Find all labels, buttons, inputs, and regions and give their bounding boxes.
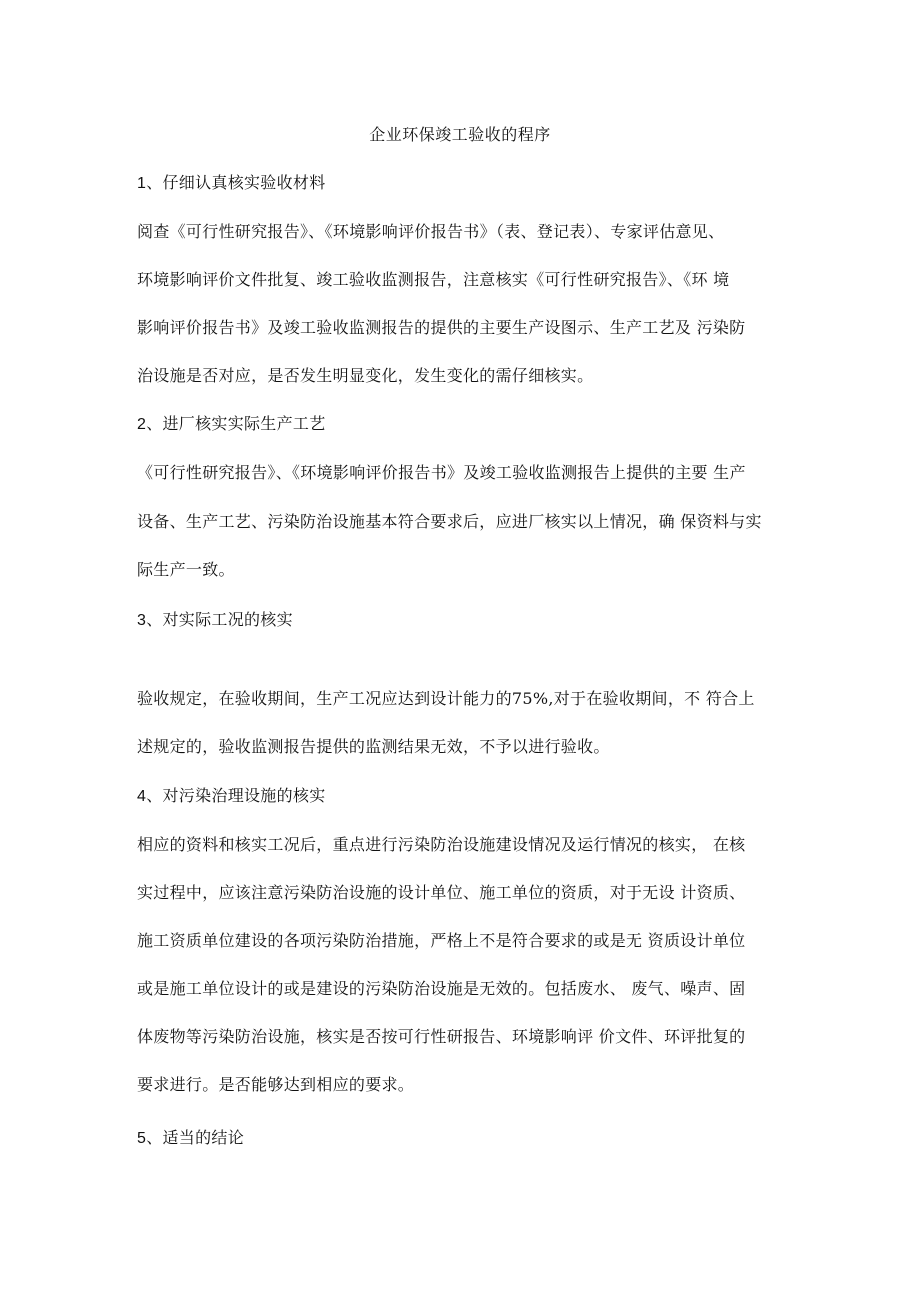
paragraph-line: 或是施工单位设计的或是建设的污染防治设施是无效的。包括废水、 废气、噪声、固 [137,979,746,998]
paragraph-line: 要求进行。是否能够达到相应的要求。 [137,1075,415,1094]
paragraph-line: 验收规定，在验收期间，生产工况应达到设计能力的75%,对于在验收期间，不 符合上 [137,689,755,708]
section-heading-2: 2、进厂核实实际生产工艺 [137,416,326,433]
paragraph-line: 实过程中，应该注意污染防治设施的设计单位、施工单位的资质，对于无设 计资质、 [137,883,746,902]
section-heading-1: 1、仔细认真核实验收材料 [137,175,326,192]
paragraph-line: 体废物等污染防治设施，核实是否按可行性研报告、环境影响评 价文件、环评批复的 [137,1027,746,1046]
paragraph-line: 际生产一致。 [137,560,235,579]
paragraph-line: 施工资质单位建设的各项污染防治措施，严格上不是符合要求的或是无 资质设计单位 [137,931,746,950]
paragraph-line: 述规定的，验收监测报告提供的监测结果无效，不予以进行验收。 [137,737,610,756]
paragraph-line: 设备、生产工艺、污染防治设施基本符合要求后，应进厂核实以上情况，确 保资料与实 [137,512,762,531]
section-heading-3: 3、对实际工况的核实 [137,612,293,629]
paragraph-line: 环境影响评价文件批复、竣工验收监测报告，注意核实《可行性研究报告》、《环 境 [137,270,730,289]
paragraph-line: 《可行性研究报告》、《环境影响评价报告书》及竣工验收监测报告上提供的主要 生产 [137,463,746,482]
paragraph-line: 影响评价报告书》及竣工验收监测报告的提供的主要生产设图示、生产工艺及 污染防 [137,318,746,337]
paragraph-line: 治设施是否对应，是否发生明显变化，发生变化的需仔细核实。 [137,366,594,385]
paragraph-line: 阅查《可行性研究报告》、《环境影响评价报告书》（表、登记表）、专家评估意见、 [137,222,725,241]
section-heading-4: 4、对污染治理设施的核实 [137,788,326,805]
document-title: 企业环保竣工验收的程序 [369,125,551,144]
paragraph-line: 相应的资料和核实工况后，重点进行污染防治设施建设情况及运行情况的核实， 在核 [137,835,746,854]
section-heading-5: 5、适当的结论 [137,1130,244,1147]
